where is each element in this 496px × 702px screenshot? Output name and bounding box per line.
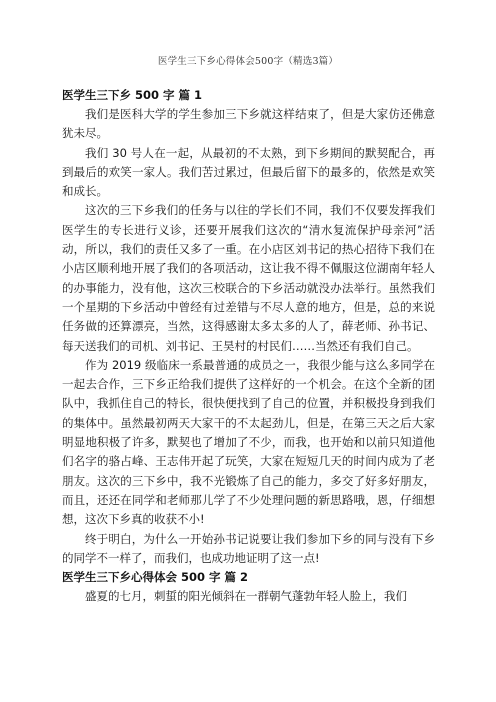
section-2-heading: 医学生三下乡心得体会 500 字 篇 2 [62, 570, 249, 585]
section-1-paragraph-2: 我们 30 号人在一起，从最初的不太熟，到下乡期间的默契配合，再到最后的欢笑一家人。我们苦过累过，但最后留下的最多的，依然是欢笑和成长。 [62, 145, 435, 199]
section-2-paragraph-1: 盛夏的七月，刺蜇的阳光倾斜在一群朝气蓬勃年轻人脸上，我们 [85, 589, 407, 604]
section-1-paragraph-5: 终于明白，为什么一开始孙书记说要让我们参加下乡的同与没有下乡的同学不一样了，而我们，也成功地证明了这一点! [62, 531, 435, 565]
section-1-heading: 医学生三下乡 500 字 篇 1 [62, 88, 203, 102]
section-1-paragraph-1: 我们是医科大学的学生参加三下乡就这样结束了，但是大家仿还佛意犹未尽。 [62, 107, 435, 141]
document-body [62, 86, 435, 606]
document-title: 医学生三下乡心得体会500字（精选3篇） [157, 56, 339, 67]
section-1-paragraph-4: 作为 2019 级临床一系最普通的成员之一，我很少能与这么多同学在一起去合作，三下乡正给我们提供了这样好的一个机会。在这个全新的团队中，我抓住自己的特长，很快便找到了自己的位置，并积极投身到我们的集体中。虽然最初两天大家干的不太起劲儿，但是，在第三天之后大家明显地积极了许多，默契也了增加了不少，而我，也开始和以前只知道他们名字的骆占峰、王志伟开起了玩笑，大家在短短几天的时间内成为了老朋友。这次的三下乡中，我不光锻炼了自己的能力，多交了好多好朋友，而且，还还在同学和老师那儿学了不少处理问题的新思路哦，恩，仔细想想，这次下乡真的收获不小! [62, 357, 435, 527]
section-1-paragraph-3: 这次的三下乡我们的任务与以往的学长们不同，我们不仅要发挥我们医学生的专长进行义诊，还要开展我们这次的“清水复流保护母亲河”活动，所以，我们的责任又多了一重。在小店区刘书记的热心招待下我们在小店区顺利地开展了我们的各项活动，这让我不得不佩服这位湖南年轻人的办事能力，没有他，这次三校联合的下乡活动就没办法举行。虽然我们一个星期的下乡活动中曾经有过差错与不尽人意的地方，但是，总的来说任务做的还算漂亮，当然，这得感谢太多太多的人了，薛老师、孙书记、每天送我们的司机、刘书记、王昊村的村民们……当然还有我们自己。 [62, 203, 435, 353]
